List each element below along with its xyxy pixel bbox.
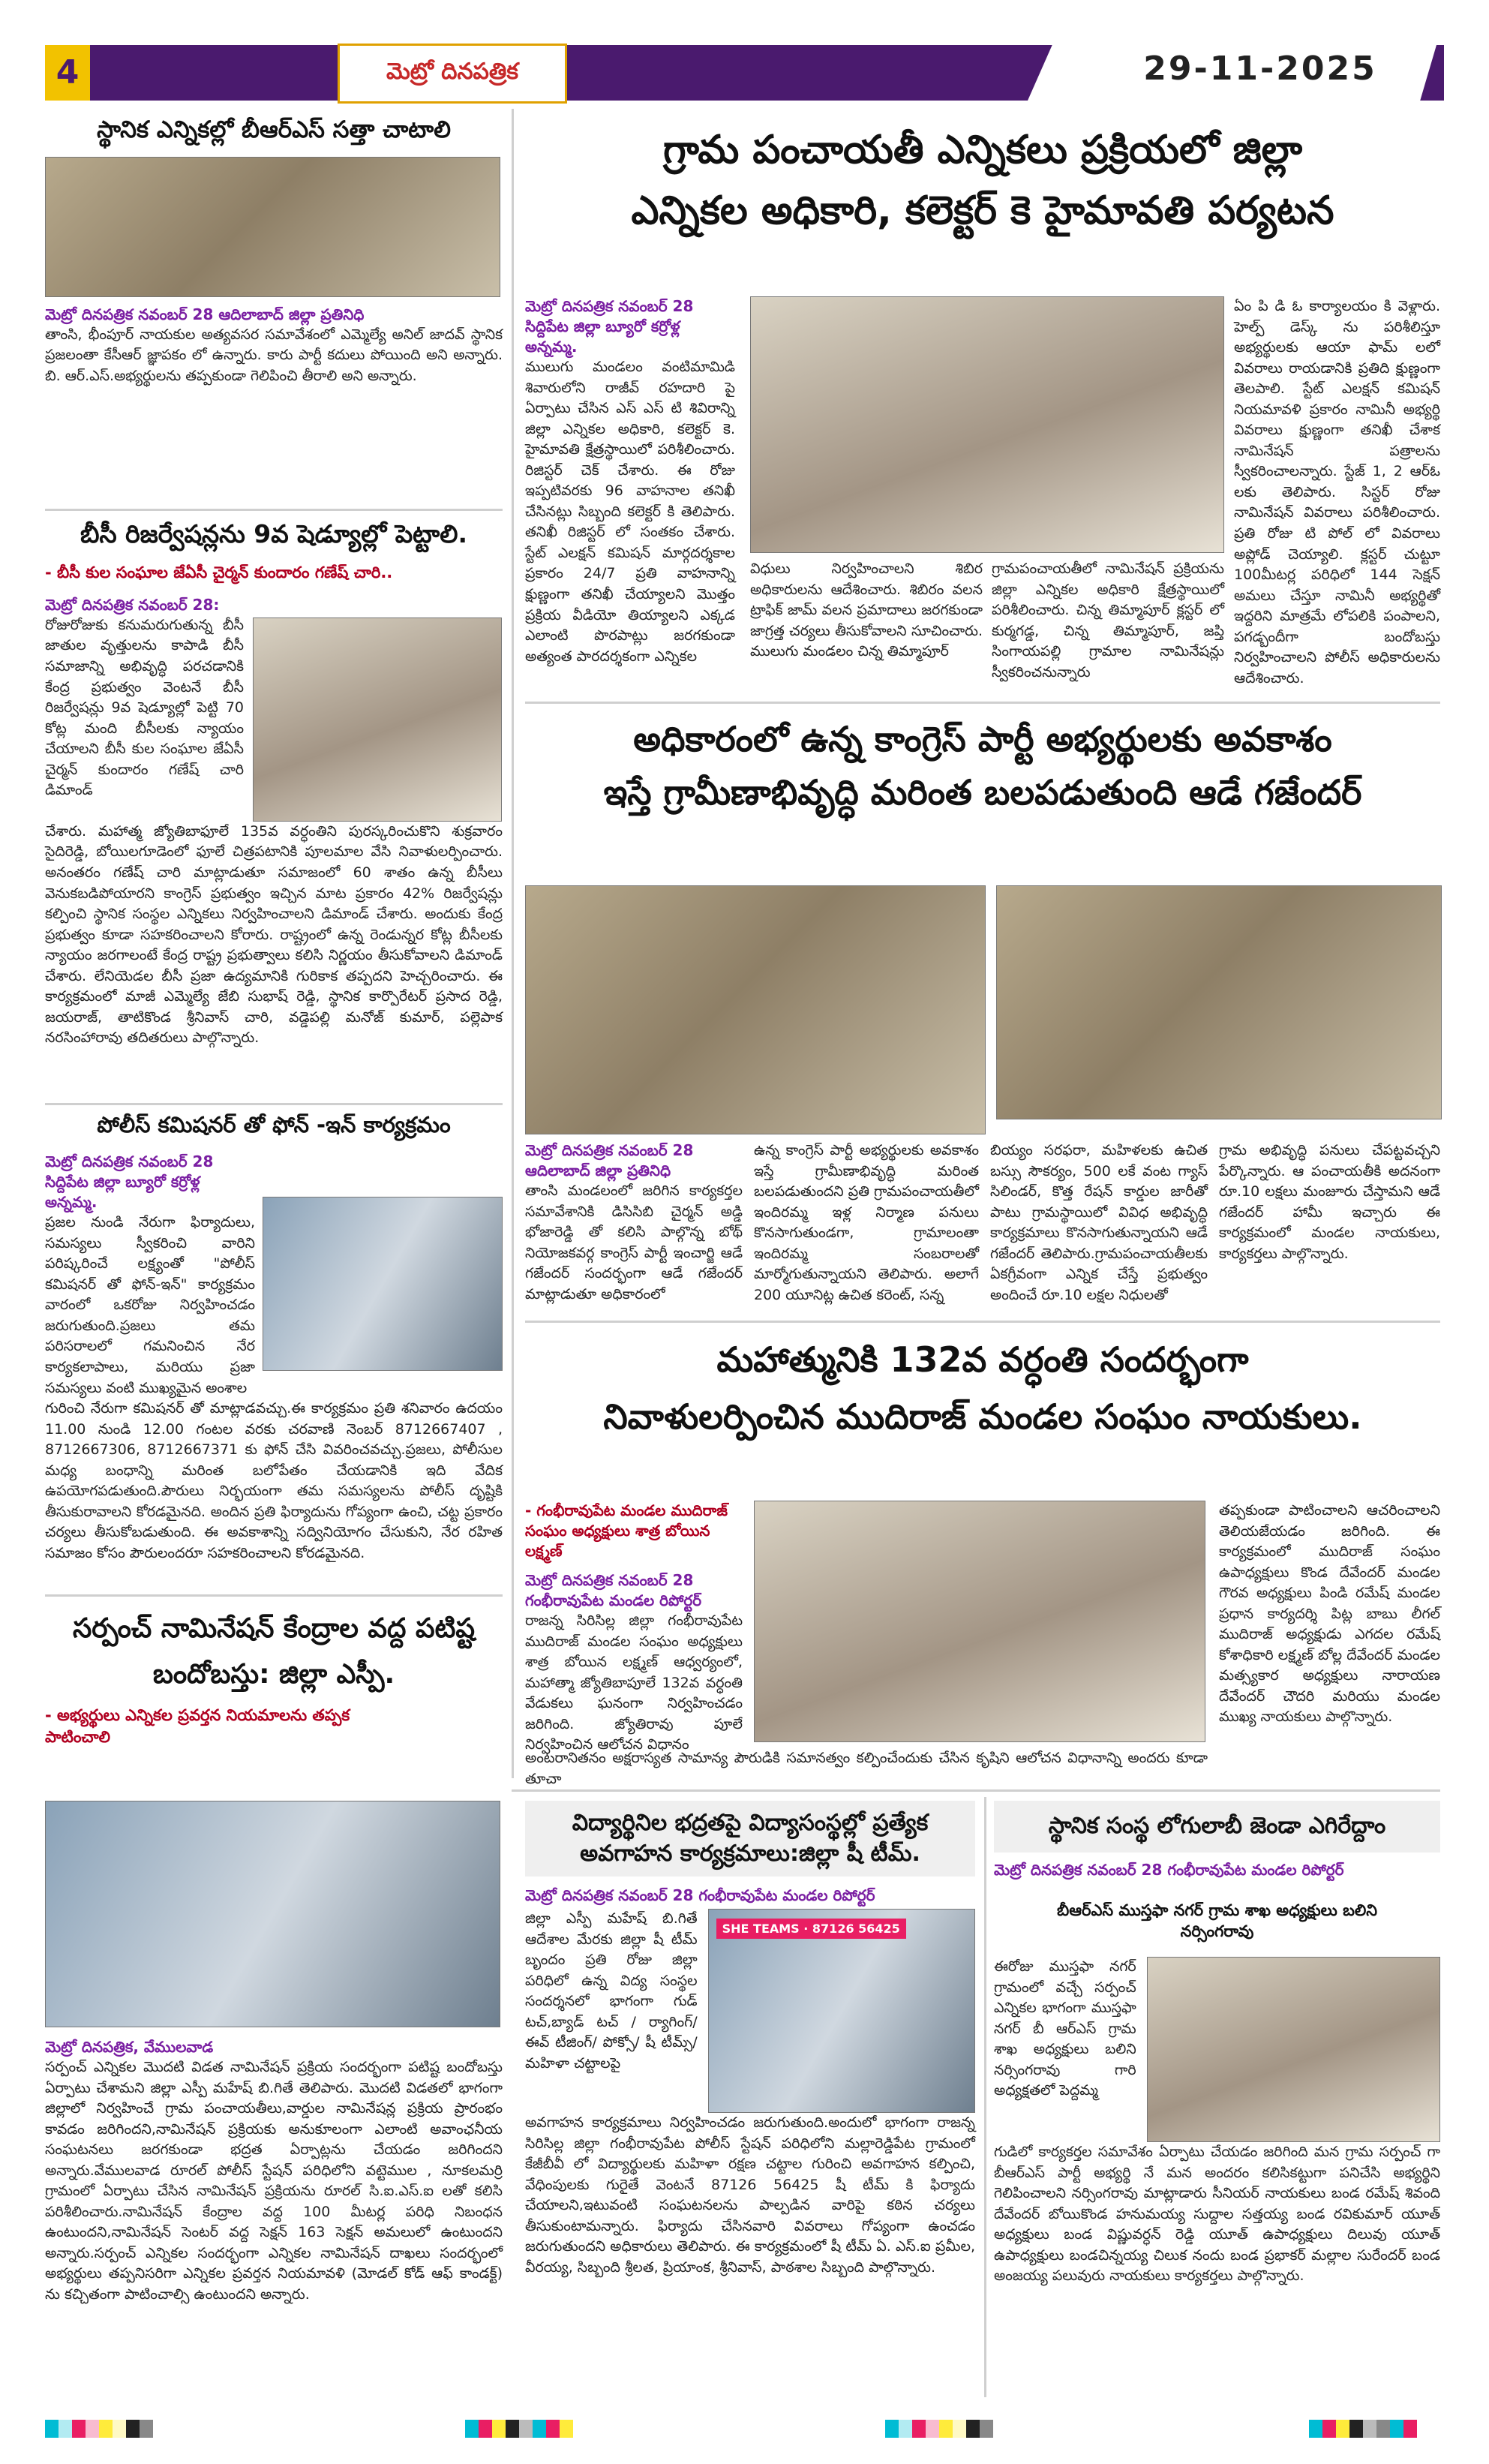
article-body: జిల్లా ఎస్పీ మహేష్ బి.గితే ఆదేశాల మేరకు జిల్లా షీ టీమ్ బృందం ప్రతి రోజు జిల్లా పరిధిలో ఉన్న విద్య సంస్థల సందర్శనలో భాగంగా గుడ్ టచ్,బ్యాడ్ టచ్ / ర్యాగింగ్/ ఈవ్ టీజింగ్/ పోక్సో/ షీ టీమ్స్/ మహిళా చట్టాలపై <box>525 1910 698 2072</box>
photo-collector-visit <box>750 296 1224 553</box>
article-body: తప్పకుండా పాటించాలని ఆచరించాలని తెలియజేయడం జరిగింది. ఈ కార్యక్రమంలో ముదిరాజ్ సంఘం ఉపాధ్యక్షులు కొండ దేవేందర్ మండల గౌరవ అధ్యక్షులు పిండి రమేష్ మండల ప్రధాన కార్యదర్శి పిట్ల బాబు లీగల్ ముదిరాజ్ అధ్యక్షుడు ఎగదల రమేష్ కోశాధికారి లక్ష్మణ్ బోల్ల దేవేందర్ మండల మత్స్యకార అధ్యక్షులు నారాయణ దేవేందర్ చౌదరి మరియు మండల ముఖ్య నాయకులు పాల్గొన్నారు. <box>1219 1502 1440 1726</box>
article-body: రాజన్న సిరిసిల్ల జిల్లా గంభీరావుపేట ముదిరాజ్ మండల సంఘం అధ్యక్షులు శాత్ర బోయిన లక్ష్మణ్ ఆధ్వర్యంలో, మహాత్మా జ్యోతిబాపూలే 132వ వర్ధంతి వేడుకలు ఘనంగా నిర్వహించడం జరిగింది. జ్యోతిరావు పూలే నిర్వహించిన ఆలోచన విధానం <box>525 1612 743 1753</box>
divider <box>525 702 1440 704</box>
issue-date: 29-11-2025 <box>1143 50 1377 88</box>
print-color-bar <box>885 2420 993 2441</box>
photo-brs-meeting <box>45 157 500 297</box>
headline: స్థానిక ఎన్నికల్లో బీఆర్ఎస్ సత్తా చాటాలి <box>97 116 451 143</box>
page-number: 4 <box>45 45 90 101</box>
headline-line-1: అధికారంలో ఉన్న కాంగ్రెస్ పార్టీ అభ్యర్థులకు అవకాశం <box>633 719 1332 759</box>
headline-line-2: ఇస్తే గ్రామీణాభివృద్ధి మరింత బలపడుతుంది ఆడే గజేందర్ <box>603 772 1362 813</box>
dateline: మెట్రో దినపత్రిక నవంబర్ 28 గంభీరావుపేట మండల రిపోర్టర్ <box>994 1860 1344 1879</box>
mudiraj-under <box>525 1748 1208 1789</box>
article-body: తాంసి మండలంలో జరిగిన కార్యకర్తల సమావేశానికి డిసిసిబి చైర్మన్ అడ్డి భోజారెడ్డి తో కలిసి పాల్గొన్న బోథ్ నియోజకవర్గ కాంగ్రెస్ పార్టీ ఇంచార్జి ఆడే గజేందర్ సందర్భంగా ఆడే గజేందర్ మాట్లాడుతూ అధికారంలో <box>525 1182 743 1303</box>
article-pink-flag <box>994 1801 1440 2287</box>
article-police <box>45 1110 503 1564</box>
dateline: మెట్రో దినపత్రిక, వేములవాడ <box>45 2038 214 2056</box>
article-bc <box>45 518 503 1049</box>
print-color-bar <box>465 2420 573 2441</box>
article-body-bottom: చేశారు. మహాత్మ జ్యోతిబాఫూలే 135వ వర్ధంతిని పురస్కరించుకొని శుక్రవారం సైదిరెడ్డి, బోయిలగూడెంలో ఫూలే చిత్రపటానికి పూలమాల వేసి నివాళులర్పించారు. అనంతరం గణేష్ చారి మాట్లాడుతూ సమాజంలో 60 శాతం ఉన్న బీసీలు వెనుకబడిపోయారని కాంగ్రెస్ ప్రభుత్వం ఇచ్చిన మాట ప్రకారం 42% రిజర్వేషన్లు కల్పించి స్థానిక సంస్థల ఎన్నికలు నిర్వహించాలని డిమాండ్ చేశారు. అందుకు కేంద్ర ప్రభుత్వం కూడా సహకరించాలని కోరారు. రాష్ట్రంలో ఉన్న రెండున్నర కోట్ల బీసీలకు న్యాయం జరగాలంటే కేంద్ర రాష్ట్ర ప్రభుత్వాలు కలిసి నిర్ణయం తీసుకోవాలని డిమాండ్ చేశారు. లేనియెడల బీసీ ప్రజా ఉద్యమానికి గురికాక తప్పదని హెచ్చరించారు. ఈ కార్యక్రమంలో మాజీ ఎమ్మెల్యే జేబి సుభాష్ రెడ్డి, స్థానిక కార్పొరేటర్ ప్రసాద రెడ్డి, జయరాజ్, తాటికొండ శ్రీనివాస్ చారి, వడ్డెపల్లి మనోజ్ కుమార్, పల్లెపాక నరసింహారావు తదితరులు పాల్గొన్నారు. <box>45 822 503 1047</box>
collector-under-right <box>992 559 1224 683</box>
congress-col1 <box>525 1140 743 1305</box>
photo-congress-meeting-1 <box>525 885 986 1134</box>
she-team-banner: SHE TEAMS · 87126 56425 <box>716 1919 906 1939</box>
headline: పోలీస్ కమిషనర్ తో ఫోన్ -ఇన్ కార్యక్రమం <box>97 1112 451 1137</box>
divider <box>45 509 503 511</box>
column-divider <box>512 109 514 1778</box>
headline: స్థానిక సంస్థ లోగులాబీ జెండా ఎగిరేద్దాం <box>994 1801 1440 1853</box>
article-body: అవగాహన కార్యక్రమాలు నిర్వహించడం జరుగుతుంది.అందులో భాగంగా రాజన్న సిరిసిల్ల జిల్లా గంభీరావుపేట పోలీస్ స్టేషన్ పరిధిలోని మల్లారెడ్డిపేట గ్రామంలో కేజీబీవీ లో విద్యార్థులకు మహిళా రక్షణ చట్టాల గురించి అవగాహన కల్పించి, వేధింపులకు గురైతే వెంటనే 87126 56425 షీ టీమ్ కి ఫిర్యాదు చేయాలని,ఇటువంటి సంఘటనలను పాల్పడిన వారిపై కఠిన చర్యలు తీసుకుంటామన్నారు. ఫిర్యాదు చేసినవారి వివరాలు గోప్యంగా ఉంచడం జరుగుతుందని అధికారులు తెలిపారు. ఈ కార్యక్రమంలో షీ టీమ్ ఏ. ఎస్.ఐ ప్రమీల, వీరయ్య, సిబ్బంది శ్రీలత, ప్రియాంక, శ్రీనివాస్, పాఠశాల సిబ్బంది పాల్గొన్నారు. <box>525 2114 975 2276</box>
congress-col3 <box>990 1140 1208 1306</box>
article-body: గుడిలో కార్యకర్తల సమావేశం ఏర్పాటు చేయడం జరిగింది మన గ్రామ సర్పంచ్ గా బీఆర్ఎస్ పార్టీ అభ్యర్థి నే మన అందరం కలిసికట్టుగా పనిచేసి అభ్యర్థిని గెలిపించాలని నర్సింగరావు మాట్లాడారు సీనియర్ నాయకులు బండ రమేష్ శివంది దేవేందర్ బోయికొండ హనుమయ్య సుద్దాల సత్తయ్య బండ రవికుమార్ యూత్ అధ్యక్షులు బండ విష్ణువర్ధన్ రెడ్డి యూత్ ఉపాధ్యక్షులు దిలువు యూత్ ఉపాధ్యక్షులు బండచిన్నయ్య చిలుక నందు బండ ప్రభాకర్ మల్లాల సురేందర్ బండ అంజయ్య పలువురు నాయకులు కార్యకర్తలు పాల్గొన్నారు. <box>994 2144 1440 2285</box>
collector-under-left <box>750 559 983 663</box>
article-body-top: ప్రజల నుండి నేరుగా ఫిర్యాదులు, సమస్యలు స్వీకరించి వారిని పరిష్కరించే లక్ష్యంతో "పోలీస్ కమిషనర్ తో ఫోన్-ఇన్" కార్యక్రమం వారంలో ఒకరోజు నిర్వహించడం జరుగుతుంది.ప్రజలు తమ పరిసరాలలో గమనించిన నేర కార్యకలాపాలు, మరియు ప్రజా సమస్యలు వంటి ముఖ్యమైన అంశాల <box>45 1214 255 1396</box>
subheadline: - గంభీరావుపేట మండల ముదిరాజ్ సంఘం అధ్యక్షులు శాత్ర బోయిన లక్ష్మణ్ <box>525 1501 728 1560</box>
dateline: మెట్రో దినపత్రిక నవంబర్ 28 సిద్దిపేట జిల్లా బ్యూరో కర్రోళ్ల అన్నమ్మ. <box>45 1152 214 1212</box>
article-body: అంటరానితనం అక్షరాస్యత సామాన్య పౌరుడికి సమానత్వం కల్పించేందుకు చేసిన కృషిని ఆలోచన విధానాన్ని అందరు కూడా తూచా <box>525 1750 1208 1787</box>
article-body: గ్రామ అభివృద్ధి పనులు చేపట్టవచ్చని పేర్కొన్నారు. ఆ పంచాయతీకి అదనంగా రూ.10 లక్షలు మంజూరు చేస్తామని ఆడే గజేందర్ హామీ ఇచ్చారు ఈ కార్యక్రమంలో మండల నాయకులు, కార్యకర్తలు పాల్గొన్నారు. <box>1219 1142 1440 1262</box>
dateline: మెట్రో దినపత్రిక నవంబర్ 28 ఆదిలాబాద్ జిల్లా ప్రతినిధి <box>45 305 365 323</box>
photo-temple-meeting <box>1147 1957 1440 2142</box>
subheadline: - అభ్యర్థులు ఎన్నికల ప్రవర్తన నియమాలను తప్పక పాటించాలి <box>45 1706 350 1746</box>
photo-mudiraj-tribute <box>754 1501 1205 1742</box>
divider <box>512 1789 1440 1792</box>
article-body: తాంసి, భీంపూర్ నాయకుల అత్యవసర సమావేశంలో ఎమ్మెల్యే అనిల్ జాదవ్ స్థానిక ప్రజలంతా కేసీఆర్ జ్ఞాపకం లో ఉన్నారు. కారు పార్టీ కదులు పోయింది అని అన్నారు. బి. ఆర్.ఎస్.అభ్యర్థులను తప్పకుండా గెలిపించి తీరాలి అని అన్నారు. <box>45 326 503 384</box>
photo-commissioner <box>263 1197 503 1371</box>
photo-she-team-students <box>708 1909 975 2113</box>
headline-line-1: గ్రామ పంచాయతీ ఎన్నికలు ప్రక్రియలో జిల్లా <box>662 128 1303 173</box>
article-body: బియ్యం సరఫరా, మహిళలకు ఉచిత బస్సు సౌకర్యం, 500 లకే వంట గ్యాస్ సిలిండర్, కొత్త రేషన్ కార్డుల జారీతో పాటు గ్రామస్థాయిలో వివిధ అభివృద్ధి కార్యక్రమాలు కొనసాగుతున్నాయని ఆడే గజేందర్ తెలిపారు.గ్రామపంచాయతీలకు ఏకగ్రీవంగా ఎన్నిక చేస్తే ప్రభుత్వం అందించే రూ.10 లక్షల నిధులతో <box>990 1142 1208 1303</box>
article-body: ఈరోజు ముస్తఫా నగర్ గ్రామంలో వచ్చే సర్పంచ్ ఎన్నికల భాగంగా ముస్తఫా నగర్ బీ ఆర్ఎస్ గ్రామ శాఖ అధ్యక్షులు బలిని నర్సింగరావు గారి అధ్యక్షతలో పెద్దమ్మ <box>994 1958 1136 2099</box>
headline: బీసీ రిజర్వేషన్లను 9వ షెడ్యూల్లో పెట్టాలి. <box>80 519 467 548</box>
article-body-top: రోజురోజుకు కనుమరుగుతున్న బీసీ జాతుల వృత్తులను కాపాడి బీసీ సమాజాన్ని అభివృద్ధి పరచడానికి కేంద్ర ప్రభుత్వం వెంటనే బీసీ రిజర్వేషన్లు 9వ షెడ్యూల్లో పెట్టి 70 కోట్ల మంది బీసీలకు న్యాయం చేయాలని బీసీ కుల సంఘాల జేఏసీ చైర్మన్ కుందారం గణేష్ చారి డిమాండ్ <box>45 616 244 799</box>
collector-col1 <box>525 296 735 667</box>
subheadline: బీఆర్ఎస్ ముస్తఫా నగర్ గ్రామ శాఖ అధ్యక్షులు బలిని నర్సింగరావు <box>1057 1901 1377 1940</box>
print-color-bar <box>45 2420 153 2441</box>
paper-name: మెట్రో దినపత్రిక <box>338 44 567 104</box>
article-sarpanch <box>45 1606 503 1747</box>
divider <box>45 1594 503 1597</box>
congress-headline <box>525 713 1440 820</box>
photo-phule-garland <box>253 618 502 822</box>
photo-congress-meeting-2 <box>996 885 1442 1119</box>
subheadline: - బీసీ కుల సంఘాల జేఏసీ చైర్మన్ కుందారం గణేష్ చారి.. <box>45 563 393 581</box>
mudiraj-col3 <box>1219 1501 1440 1728</box>
dateline: మెట్రో దినపత్రిక నవంబర్ 28 గంభీరావుపేట మండల రిపోర్టర్ <box>525 1886 875 1904</box>
mudiraj-col1 <box>525 1501 743 1756</box>
column-divider <box>984 1797 986 2397</box>
dateline: మెట్రో దినపత్రిక నవంబర్ 28 గంభీరావుపేట మండల రిపోర్టర్ <box>525 1571 702 1609</box>
congress-col2 <box>754 1140 979 1306</box>
article-brs <box>45 109 503 386</box>
print-color-bar <box>1309 2420 1417 2441</box>
article-body: గ్రామపంచాయతీలో నామినేషన్ ప్రక్రియను జిల్లా ఎన్నికల అధికారి క్షేత్రస్థాయిలో పరిశీలించారు. చిన్న తిమ్మాపూర్ క్లస్టర్ లో కుర్మగడ్డ, చిన్న తిమ్మాపూర్, జప్తి సింగాయపల్లి గ్రామాల నామినేషన్లు స్వీకరించనున్నారు <box>992 560 1224 681</box>
divider <box>45 1103 503 1105</box>
headline: సర్పంచ్ నామినేషన్ కేంద్రాల వద్ద పటిష్ట బందోబస్తు: జిల్లా ఎస్పీ. <box>72 1613 476 1690</box>
headline-line-1: మహాత్మునికి 132వ వర్ధంతి సందర్భంగా <box>716 1339 1249 1380</box>
article-body: ఉన్న కాంగ్రెస్ పార్టీ అభ్యర్థులకు అవకాశం ఇస్తే గ్రామీణాభివృద్ధి మరింత బలపడుతుందని ప్రతి గ్రామపంచాయతీలో ఇందిరమ్మ ఇళ్ల నిర్మాణ పనులు కొనసాగుతుండగా, గ్రామాలంతా ఇందిరమ్మ సంబరాలతో మార్మోగుతున్నాయని తెలిపారు. అలాగే 200 యూనిట్ల ఉచిత కరెంట్, సన్న <box>754 1142 980 1303</box>
dateline: మెట్రో దినపత్రిక నవంబర్ 28: <box>45 595 220 614</box>
dateline: మెట్రో దినపత్రిక నవంబర్ 28 ఆదిలాబాద్ జిల్లా ప్రతినిధి <box>525 1141 694 1179</box>
article-body: ఏం పి డి ఓ కార్యాలయం కి వెళ్లారు. హెల్ప్ డెస్క్ ను పరిశీలిస్తూ అభ్యర్థులకు ఆయా ఫామ్ లలో వివరాలు రాయడానికి ప్రతిది క్షుణ్ణంగా తెలపాలి. స్టేట్ ఎలక్షన్ కమిషన్ నియమావళి ప్రకారం నామినీ అభ్యర్థి వివరాలు క్షుణ్ణంగా తనిఖీ చేశాక నామినేషన్ పత్రాలను స్వీకరించాలన్నారు. స్టేజ్ 1, 2 ఆర్ఓ లకు తెలిపారు. సిస్టర్ రోజు నామినేషన్ వివరాలు పరిశీలించారు. ప్రతి రోజు టి పోల్ లో వివరాలు అప్లోడ్ చెయ్యాలి. క్లస్టర్ చుట్టూ 100మీటర్ల పరిధిలో 144 సెక్షన్ అమలు చేస్తూ నామినీ అభ్యర్థితో ఇద్దరిని మాత్రమే లోపలికి పంపాలని, పగడ్బందీగా బందోబస్తు నిర్వహించాలని పోలీస్ అధికారులను ఆదేశించారు. <box>1234 298 1440 687</box>
article-students <box>525 1801 975 2278</box>
article-body: ములుగు మండలం వంటిమామిడి శివారులోని రాజీవ్ రహదారి పై ఏర్పాటు చేసిన ఎస్ ఎస్ టి శివిరాన్ని జిల్లా ఎన్నికల అధికారి, కలెక్టర్ కె. హైమావతి క్షేత్రస్థాయిలో పరిశీలించారు. రిజిస్టర్ చెక్ చేశారు. ఈ రోజు ఇప్పటివరకు 96 వాహనాల తనిఖీ చేసినట్లు సిబ్బంది కలెక్టర్ కి తెలిపారు. తనిఖీ రిజిస్టర్ లో సంతకం చేశారు. స్టేట్ ఎలక్షన్ కమిషన్ మార్గదర్శకాల ప్రకారం 24/7 ప్రతి వాహనాన్ని క్షుణ్ణంగా తనిఖీ చేయ్యాలని మొత్తం ప్రక్రియ వీడియో తియ్యాలని ఎక్కడ ఎలాంటి పొరపాట్లు జరగకుండా అత్యంత పారదర్శకంగా ఎన్నికల <box>525 359 735 665</box>
congress-col4 <box>1219 1140 1440 1264</box>
headline-line-2: నివాళులర్పించిన ముదిరాజ్ మండల సంఘం నాయకులు. <box>603 1396 1362 1437</box>
article-body: సర్పంచ్ ఎన్నికల మొదటి విడత నామినేషన్ ప్రక్రియ సందర్భంగా పటిష్ట బందోబస్తు ఏర్పాటు చేశామని జిల్లా ఎస్పీ మహేష్ బి.గితే తెలిపారు. మొదటి విడతలో భాగంగా జిల్లాలో నిర్వహించే గ్రామ పంచాయతీలు,వార్డుల నామినేషన్ల ప్రక్రియ ప్రారంభం కావడం జరిగిందని,నామినేషన్ ప్రక్రియకు అనుకూలంగా ఎలాంటి అవాంఛనీయ సంఘటనలు జరగకుండా భద్రత ఏర్పాట్లను చేయడం జరిగిందని అన్నారు.వేములవాడ రూరల్ పోలీస్ స్టేషన్ పరిధిలోని వట్టెముల , నూకలమర్రి గ్రామంలో ఏర్పాటు చేసిన నామినేషన్ ప్రక్రియను రూరల్ సి.ఐ.ఎస్.ఐ లతో కలిసి పరిశీలించారు.నామినేషన్ కేంద్రాల వద్ద 100 మీటర్ల పరిధి నిబంధన ఉంటుందని,నామినేషన్ సెంటర్ వద్ద సెక్షన్ 163 సెక్షన్ అమలులో ఉంటుందని అన్నారు.సర్పంచ్ ఎన్నికల సందర్భంగా ఎన్నికల నామినేషన్ దాఖలు సందర్భంలో అభ్యర్థులు తప్పనిసరిగా ఎన్నికల ప్రవర్తన నియమావళి (మోడల్ కోడ్ ఆఫ్ కాండక్ట్) ను కచ్చితంగా పాటించాల్సి ఉంటుందని అన్నారు. <box>45 2059 503 2303</box>
article-sarpanch-body <box>45 2037 503 2306</box>
collector-headline <box>525 120 1440 241</box>
dateline: మెట్రో దినపత్రిక నవంబర్ 28 సిద్దిపేట జిల్లా బ్యూరో కర్రోళ్ల అన్నమ్మ. <box>525 297 694 356</box>
headline: విద్యార్థినిల భద్రతపై విద్యాసంస్థల్లో ప్రత్యేక అవగాహన కార్యక్రమాలు:జిల్లా షీ టీమ్. <box>525 1801 975 1877</box>
mudiraj-headline <box>525 1332 1440 1446</box>
divider <box>525 1321 1440 1323</box>
headline-line-2: ఎన్నికల అధికారి, కలెక్టర్ కె హైమావతి పర్యటన <box>631 188 1334 233</box>
article-body: విధులు నిర్వహించాలని శిబిర అధికారులను ఆదేశించారు. శిబిరం వలన ట్రాఫిక్ జామ్ వలన ప్రమాదాలు జరగకుండా జాగ్రత్త చర్యలు తీసుకోవాలని సూచించారు. ములుగు మండలం చిన్న తిమ్మాపూర్ <box>750 560 983 660</box>
photo-sp-inspection <box>45 1801 500 2027</box>
article-body-bottom: గురించి నేరుగా కమిషనర్ తో మాట్లాడవచ్చు.ఈ కార్యక్రమం ప్రతి శనివారం ఉదయం 11.00 నుండి 12.00 గంటల వరకు చరవాణి నెంబర్ 8712667407 , 8712667306, 8712667371 కు ఫోన్ చేసి వివరించవచ్చు.ప్రజలు, పోలీసుల మధ్య బంధాన్ని మరింత బలోపేతం చేయడానికి ఇది వేదిక ఉపయోగపడుతుంది.పౌరులు నిర్భయంగా తమ సమస్యలను పోలీస్ దృష్టికి తీసుకురావాలని కోరడమైనది. అందిన ప్రతి ఫిర్యాదును గోప్యంగా ఉంచి, చట్ట ప్రకారం చర్యలు తీసుకోబడుతుంది. ఈ అవకాశాన్ని సద్వినియోగం చేసుకుని, నేర రహిత సమాజం కోసం పౌరులందరూ సహకరించాలని కోరడమైనది. <box>45 1400 503 1561</box>
collector-col2 <box>1234 296 1440 689</box>
